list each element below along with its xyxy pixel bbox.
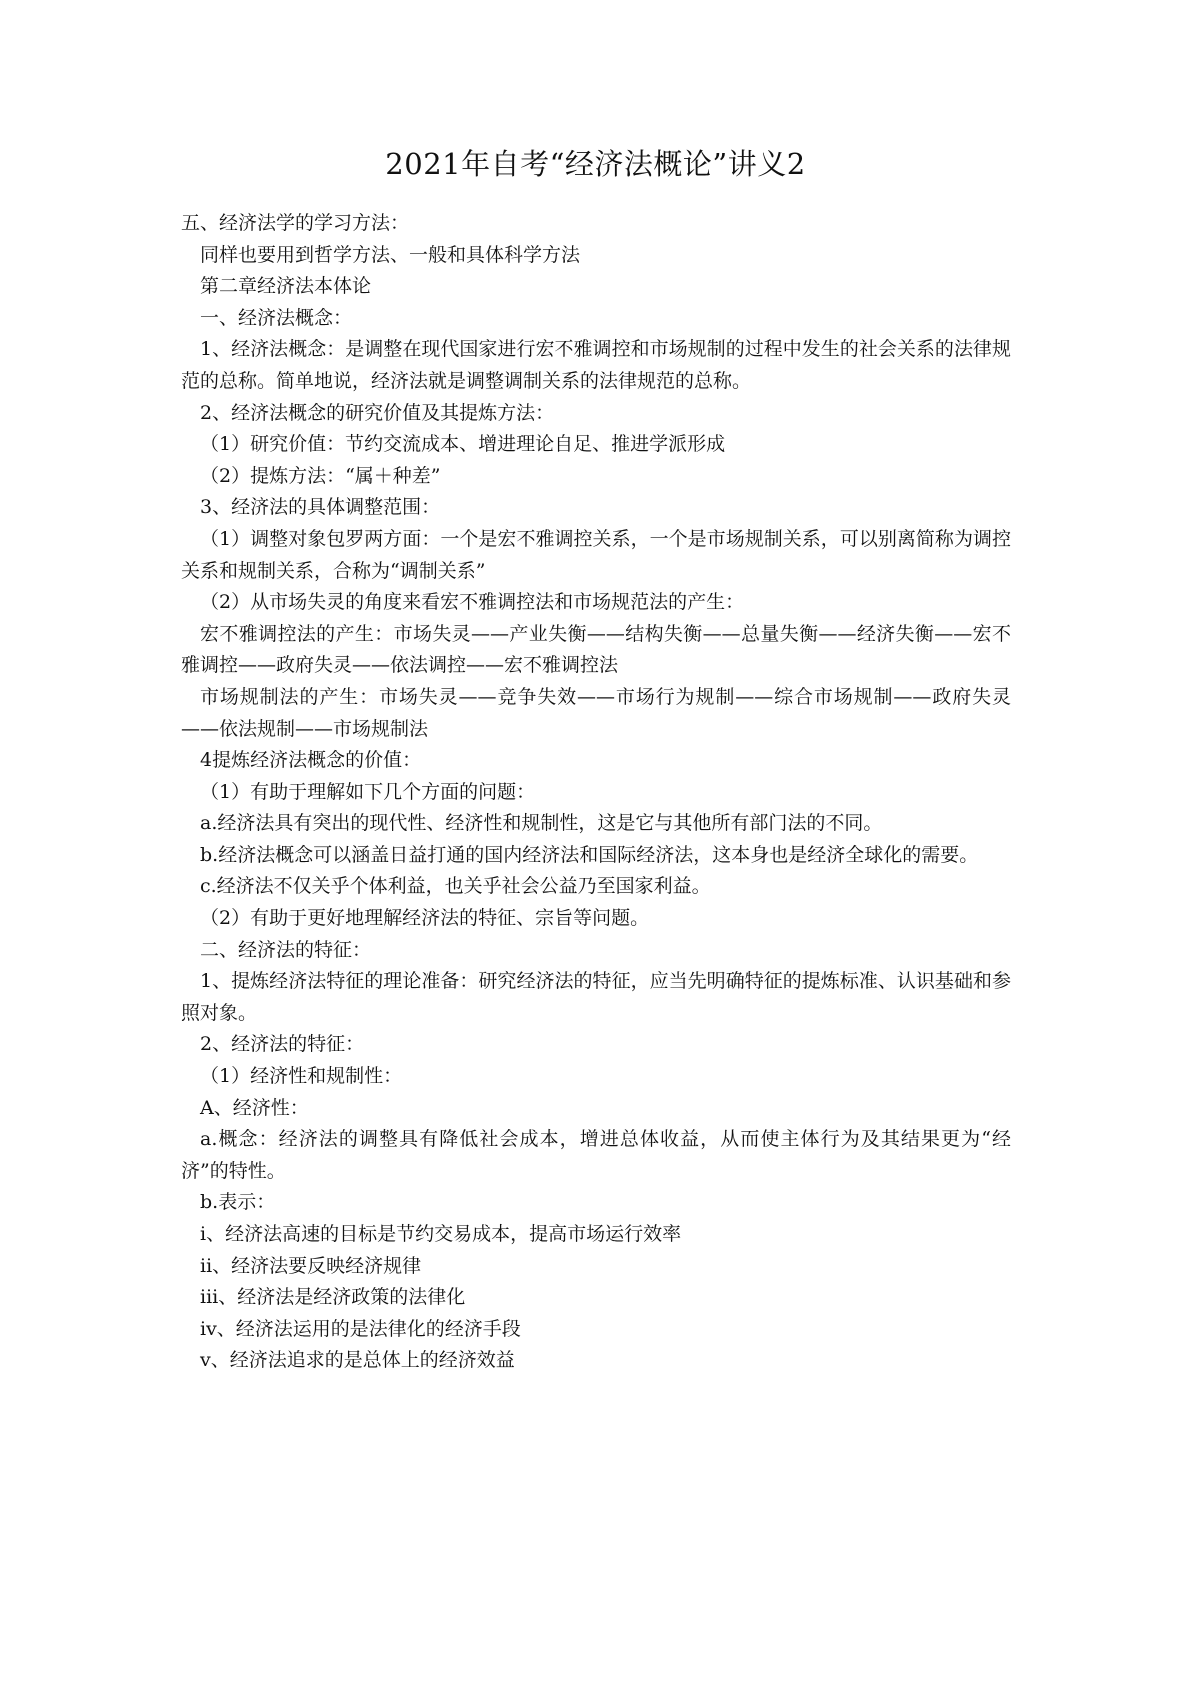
list-item: b.经济法概念可以涵盖日益打通的国内经济法和国际经济法，这本身也是经济全球化的需要。	[200, 843, 979, 866]
list-item: c.经济法不仅关乎个体利益，也关乎社会公益乃至国家利益。	[200, 875, 711, 898]
list-item: ⅴ、经济法追求的是总体上的经济效益	[200, 1349, 515, 1372]
paragraph-line: （2）有助于更好地理解经济法的特征、宗旨等问题。	[200, 907, 650, 930]
paragraph-line: （1）经济性和规制性：	[200, 1065, 403, 1088]
paragraph-line: 3、经济法的具体调整范围：	[200, 496, 441, 519]
paragraph-line: （2）从市场失灵的角度来看宏不雅调控法和市场规范法的产生：	[200, 591, 745, 614]
list-item: a.概念：经济法的调整具有降低社会成本，增进总体收益，从而使主体行为及其结果更为“经济”的特性。	[181, 1128, 1011, 1182]
list-item: ⅳ、经济法运用的是法律化的经济手段	[200, 1317, 521, 1340]
list-item: a.经济法具有突出的现代性、经济性和规制性，这是它与其他所有部门法的不同。	[200, 812, 883, 835]
paragraph-line: 2、经济法概念的研究价值及其提炼方法：	[200, 401, 555, 424]
paragraph-line: 2、经济法的特征：	[200, 1033, 365, 1056]
list-item: ⅱ、经济法要反映经济规律	[200, 1254, 422, 1277]
list-item: ⅲ、经济法是经济政策的法律化	[200, 1286, 466, 1309]
paragraph-line: 1、提炼经济法特征的理论准备：研究经济法的特征，应当先明确特征的提炼标准、认识基础和参照对象。	[181, 970, 1011, 1024]
list-item: ⅰ、经济法高速的目标是节约交易成本，提高市场运行效率	[200, 1223, 682, 1245]
paragraph-line: （1）研究价值：节约交流成本、增进理论自足、推进学派形成	[200, 433, 726, 456]
paragraph-line: 宏不雅调控法的产生：市场失灵——产业失衡——结构失衡——总量失衡——经济失衡——宏不雅调控——政府失灵——依法调控——宏不雅调控法	[181, 622, 1011, 677]
paragraph-line: 1、经济法概念：是调整在现代国家进行宏不雅调控和市场规制的过程中发生的社会关系的法律规范的总称。简单地说，经济法就是调整调制关系的法律规范的总称。	[181, 338, 1011, 392]
paragraph-line: A、经济性：	[200, 1096, 309, 1119]
chapter-heading: 第二章经济法本体论	[200, 275, 372, 298]
paragraph-line: 市场规制法的产生：市场失灵——竞争失效——市场行为规制——综合市场规制——政府失灵——依法规制——市场规制法	[181, 685, 1011, 740]
paragraph-line: （1）有助于理解如下几个方面的问题：	[200, 780, 536, 803]
section-heading: 二、经济法的特征：	[200, 938, 372, 961]
paragraph-line: 4提炼经济法概念的价值：	[200, 749, 422, 772]
document-title: 2021年自考“经济法概论”讲义2	[385, 147, 806, 181]
paragraph-line: （1）调整对象包罗两方面：一个是宏不雅调控关系，一个是市场规制关系，可以别离简称为调控关系和规制关系，合称为“调制关系”	[181, 527, 1011, 582]
paragraph-line: （2）提炼方法：“属＋种差”	[200, 464, 441, 487]
document-body	[181, 208, 1011, 1377]
section-heading: 五、经济法学的学习方法：	[181, 212, 410, 234]
section-heading: 一、经济法概念：	[200, 306, 353, 329]
list-item: b.表示：	[200, 1191, 276, 1214]
paragraph-line: 同样也要用到哲学方法、一般和具体科学方法	[200, 243, 581, 266]
